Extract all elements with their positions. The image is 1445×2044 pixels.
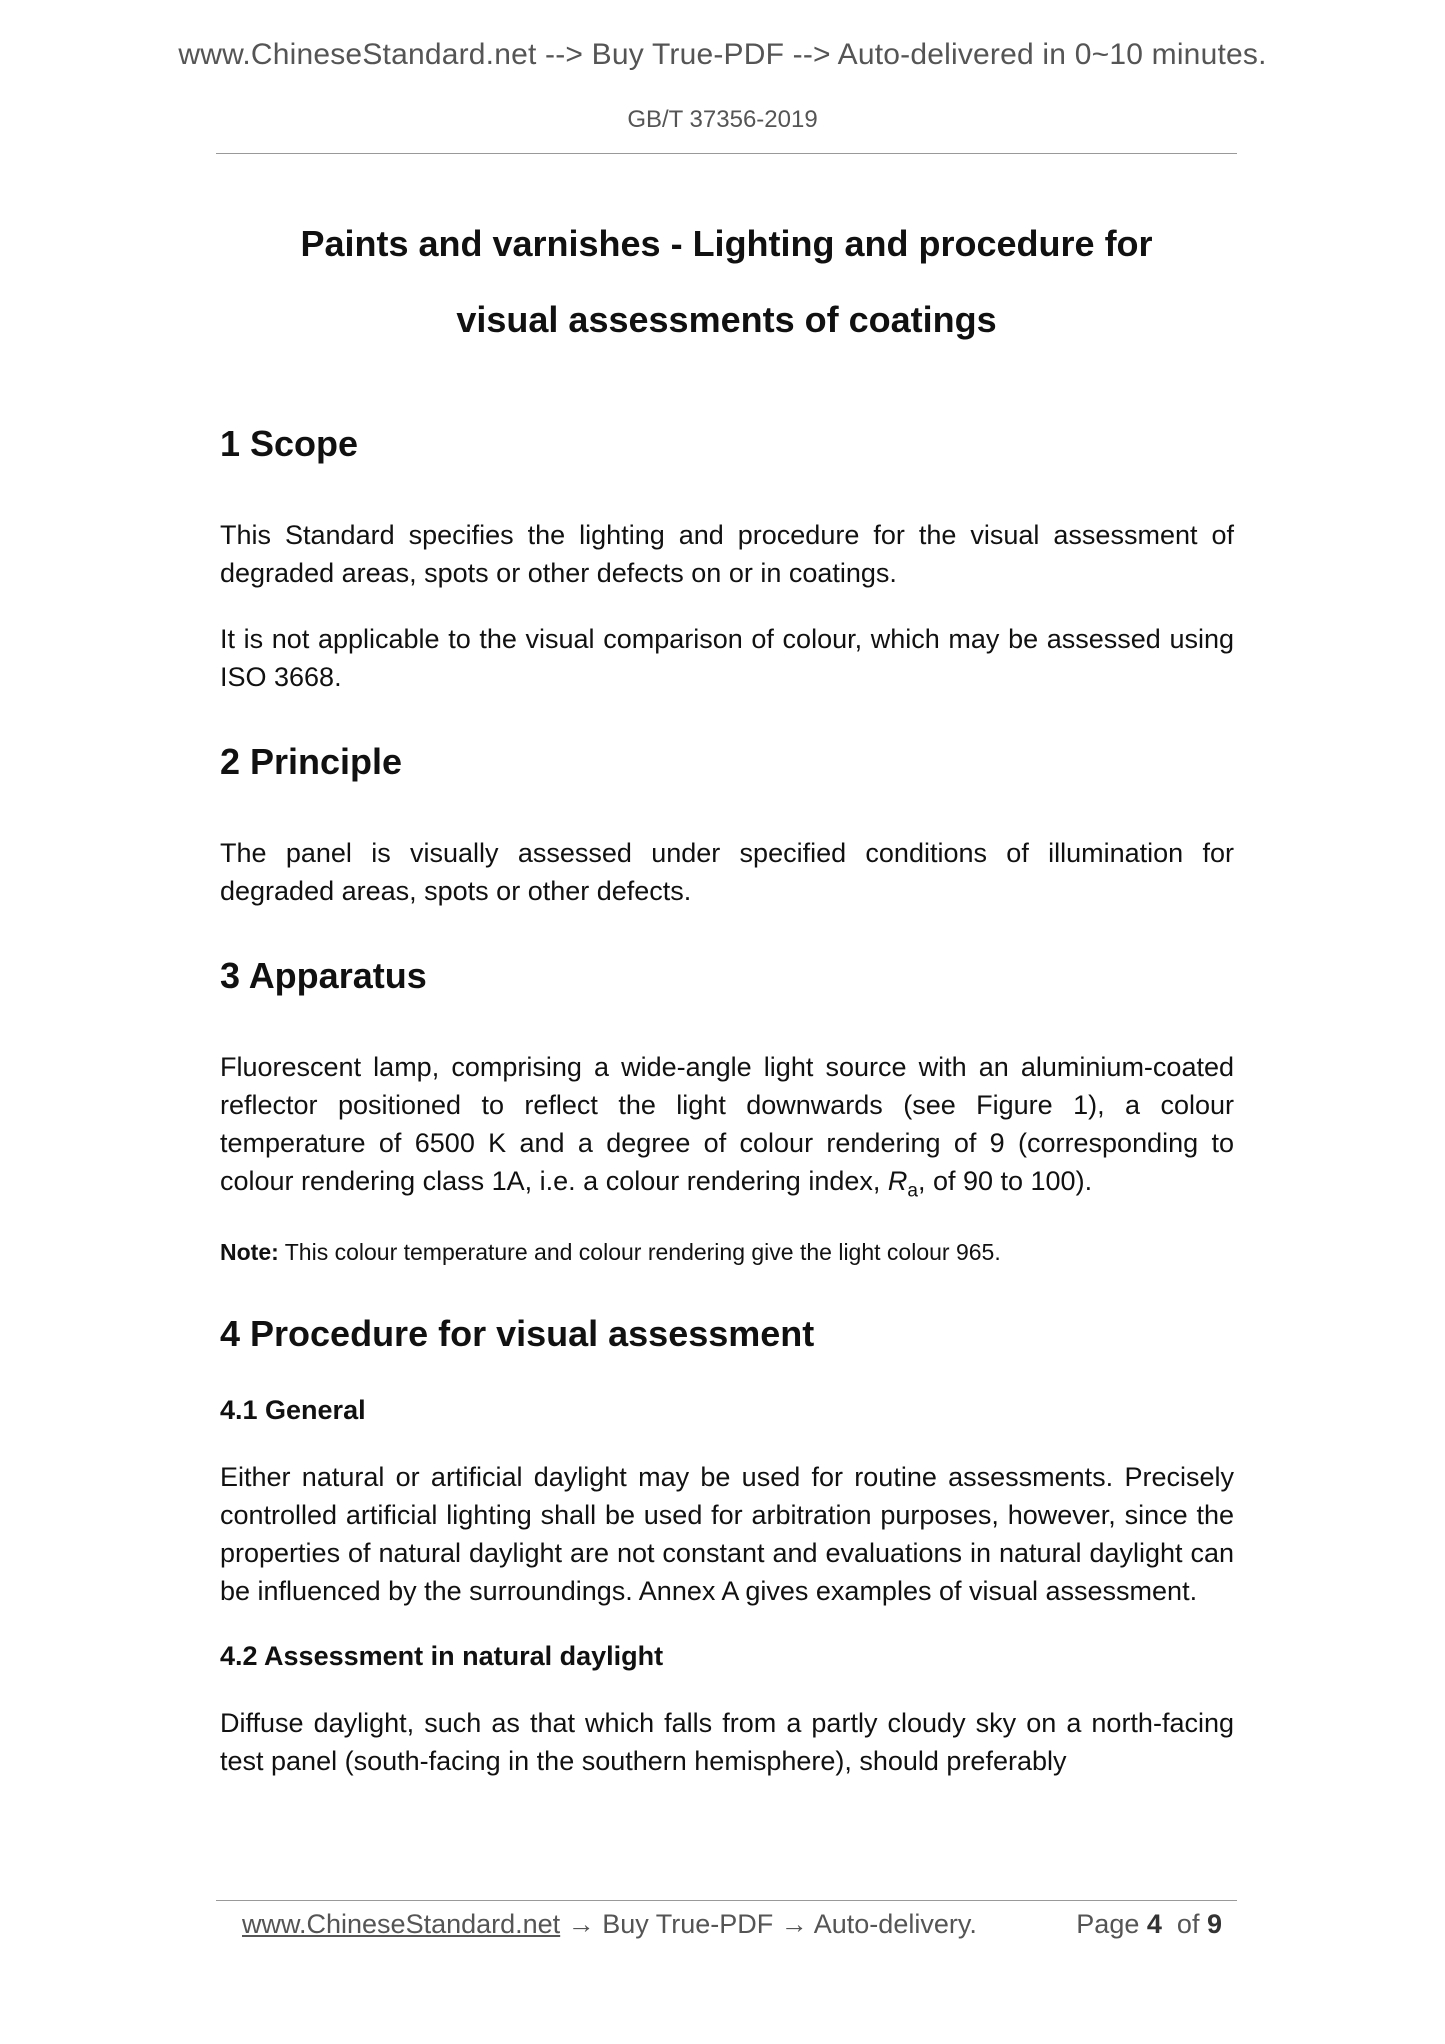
scope-paragraph-2: It is not applicable to the visual comparison of colour, which may be assessed using ISO 3668.	[220, 624, 1234, 692]
section-heading-procedure: 4 Procedure for visual assessment	[220, 1313, 815, 1355]
page-number	[1076, 1904, 1222, 1944]
apparatus-note	[220, 1236, 1234, 1268]
apparatus-text-part-1: Fluorescent lamp, comprising a wide-angle light source with an aluminium-coated reflector positioned to reflect the light downwards (see Figure 1), a colour temperature of 6500 K and a degree of colour rendering of 9 (corresponding to colour rendering class 1A, i.e. a colour rendering index,	[220, 1052, 1234, 1196]
scope-paragraph-1: This Standard specifies the lighting and procedure for the visual assessment of degraded areas, spots or other defects on or in coatings.	[220, 520, 1234, 588]
general-paragraph: Either natural or artificial daylight may be used for routine assessments. Precisely controlled artificial lighting shall be used for arbitration purposes, however, since the properties of natural daylight are not constant and evaluations in natural daylight can be influenced by the surroundings. Annex A gives examples of visual assessment.	[220, 1462, 1234, 1607]
footer-auto-text: Auto-delivery.	[813, 1909, 977, 1939]
page-current: 4	[1146, 1909, 1162, 1939]
page-footer	[242, 1904, 1222, 1944]
title-line-1: Paints and varnishes - Lighting and procedure for	[300, 223, 1153, 264]
natural-daylight-paragraph: Diffuse daylight, such as that which falls from a partly cloudy sky on a north-facing test panel (south-facing in the southern hemisphere), should preferably	[220, 1708, 1234, 1777]
footer-site-link[interactable]: www.ChineseStandard.net	[242, 1909, 561, 1939]
footer-buy-text: Buy True-PDF	[602, 1909, 774, 1939]
page-total: 9	[1206, 1909, 1222, 1939]
section-heading-apparatus: 3 Apparatus	[220, 955, 427, 996]
title-line-2: visual assessments of coatings	[456, 299, 997, 340]
footer-arrow-2: →	[773, 1909, 814, 1939]
site-banner: www.ChineseStandard.net --> Buy True-PDF --> Auto-delivered in 0~10 minutes.	[178, 38, 1267, 71]
symbol-subscript: a	[907, 1180, 918, 1202]
document-title	[216, 206, 1237, 358]
subsection-heading-natural-daylight: 4.2 Assessment in natural daylight	[220, 1641, 664, 1672]
subsection-heading-general: 4.1 General	[220, 1395, 366, 1426]
footer-arrow-1: →	[560, 1909, 603, 1939]
footer-divider	[216, 1900, 1237, 1901]
note-text: This colour temperature and colour rendering give the light colour 965.	[278, 1239, 1001, 1266]
section-heading-principle: 2 Principle	[220, 741, 403, 782]
header-divider	[216, 153, 1237, 154]
note-label: Note:	[220, 1239, 279, 1266]
standard-code: GB/T 37356-2019	[627, 106, 818, 133]
page-of: of	[1176, 1909, 1200, 1939]
document-body	[220, 420, 1234, 1780]
apparatus-paragraph	[220, 1048, 1234, 1210]
apparatus-text-part-2: , of 90 to 100).	[917, 1166, 1093, 1196]
page-label: Page	[1076, 1909, 1140, 1939]
symbol-r: R	[887, 1166, 908, 1196]
section-heading-scope: 1 Scope	[220, 423, 359, 464]
principle-paragraph: The panel is visually assessed under specified conditions of illumination for degraded areas, spots or other defects.	[220, 838, 1234, 906]
